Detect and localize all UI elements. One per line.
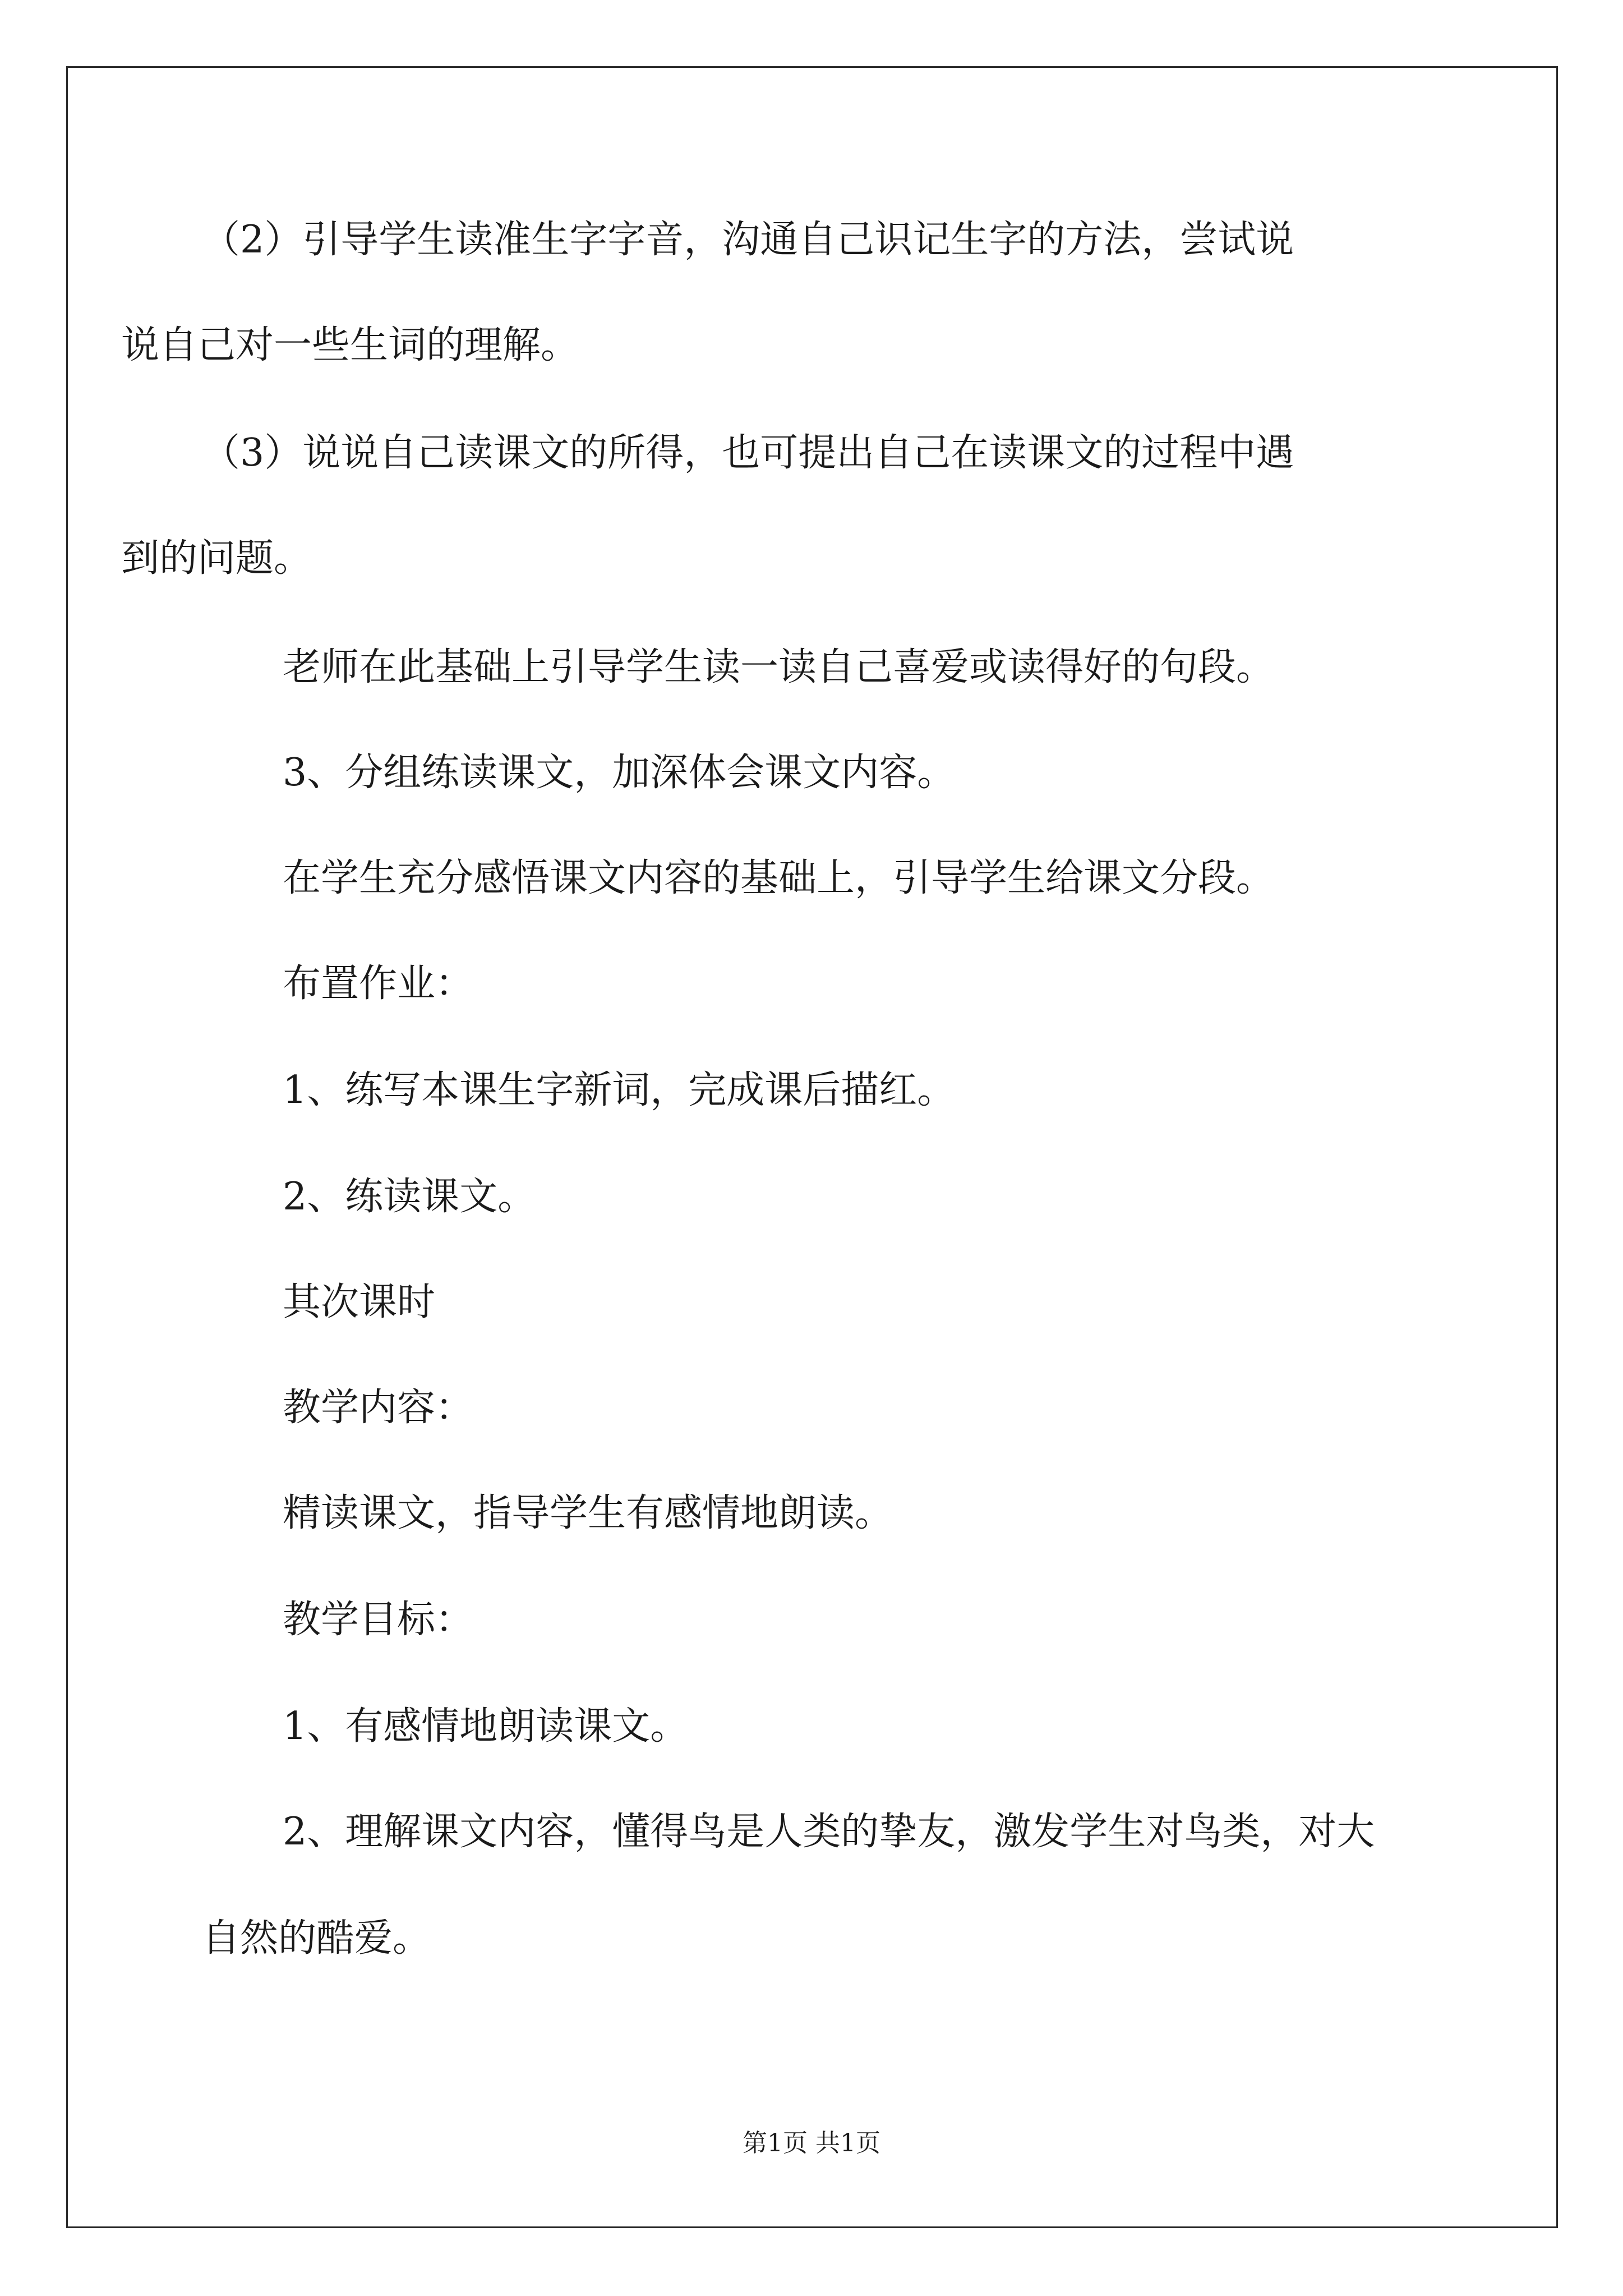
paragraph-line: 说自己对一些生词的理解。 — [121, 323, 579, 367]
paragraph — [283, 1704, 689, 1749]
paragraph — [283, 751, 956, 795]
page-footer — [0, 2131, 1623, 2156]
paragraph — [283, 1386, 474, 1430]
paragraph-line: 3、分组练读课文，加深体会课文内容。 — [283, 751, 956, 795]
paragraph-line: 精读课文，指导学生有感情地朗读。 — [283, 1491, 893, 1535]
paragraph-line: 教学目标： — [283, 1598, 474, 1642]
paragraph-continuation — [121, 536, 312, 581]
paragraph-line: 到的问题。 — [121, 536, 312, 581]
paragraph-line: 1、有感情地朗读课文。 — [283, 1704, 689, 1749]
paragraph-line: 1、练写本课生字新词，完成课后描红。 — [283, 1068, 956, 1112]
paragraph-line: 在学生充分感悟课文内容的基础上，引导学生给课文分段。 — [283, 856, 1275, 900]
paragraph-continuation — [121, 323, 579, 367]
paragraph — [283, 1068, 956, 1112]
paragraph-line: 其次课时 — [283, 1280, 436, 1324]
paragraph-line: 2、练读课文。 — [283, 1175, 536, 1219]
page-number-label: 第1页 共1页 — [743, 2129, 880, 2157]
paragraph — [283, 1810, 1375, 1854]
paragraph-line: 自然的酷爱。 — [202, 1916, 431, 1961]
paragraph-continuation — [202, 1916, 431, 1961]
paragraph-line: （3）说说自己读课文的所得，也可提出自己在读课文的过程中遇 — [202, 431, 1294, 475]
paragraph — [202, 218, 1294, 262]
page-frame — [66, 66, 1558, 2228]
paragraph — [283, 856, 1275, 900]
paragraph — [283, 645, 1275, 689]
paragraph — [283, 1280, 436, 1324]
paragraph — [283, 961, 474, 1006]
paragraph-line: 老师在此基础上引导学生读一读自己喜爱或读得好的句段。 — [283, 645, 1275, 689]
paragraph-line: 2、理解课文内容，懂得鸟是人类的挚友，激发学生对鸟类，对大 — [283, 1810, 1375, 1854]
paragraph-line: 布置作业： — [283, 961, 474, 1006]
paragraph — [283, 1175, 536, 1219]
paragraph-line: 教学内容： — [283, 1386, 474, 1430]
paragraph — [202, 431, 1294, 475]
paragraph-line: （2）引导学生读准生字字音，沟通自己识记生字的方法，尝试说 — [202, 218, 1294, 262]
paragraph — [283, 1598, 474, 1642]
paragraph — [283, 1491, 893, 1535]
